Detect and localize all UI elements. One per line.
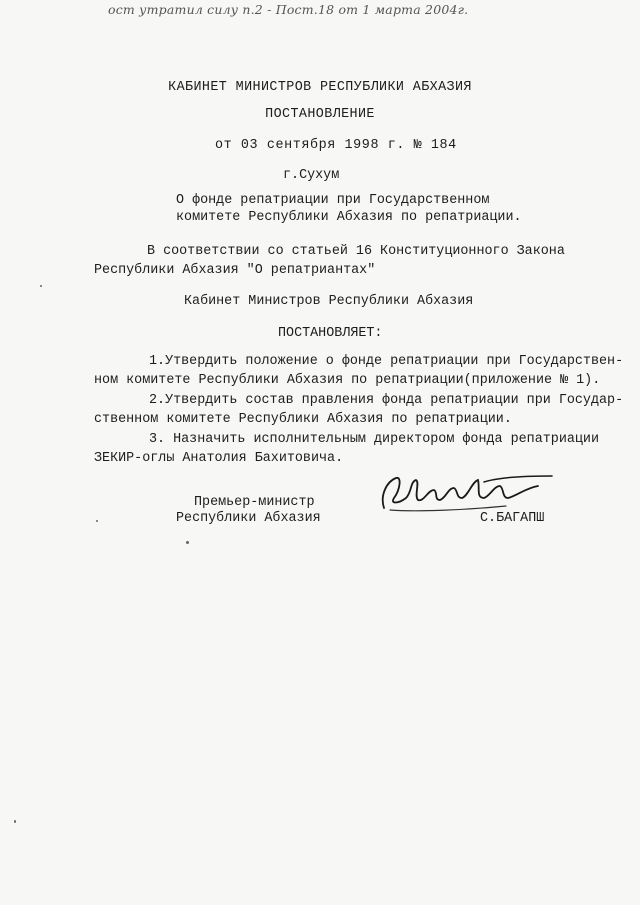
item-3-line-1: 3. Назначить исполнительным директором фонда репатриации (149, 432, 599, 447)
paper-speck (40, 285, 42, 287)
resolves-heading: ПОСТАНОВЛЯЕТ: (278, 326, 383, 341)
subject-line-1: О фонде репатриации при Государственном (176, 193, 490, 208)
document-type-heading: ПОСТАНОВЛЕНИЕ (265, 107, 375, 122)
item-1-line-2: ном комитете Республики Абхазия по репатриации(приложение № 1). (94, 373, 601, 388)
signatory-title-line-2: Республики Абхазия (176, 511, 321, 526)
paper-speck (96, 520, 98, 522)
place-line: г.Сухум (283, 168, 340, 183)
paper-speck (186, 541, 189, 544)
item-2-line-1: 2.Утвердить состав правления фонда репатриации при Государ- (149, 393, 624, 408)
organization-heading: КАБИНЕТ МИНИСТРОВ РЕСПУБЛИКИ АБХАЗИЯ (168, 80, 472, 95)
body-actor-line: Кабинет Министров Республики Абхазия (184, 294, 474, 309)
handwritten-signature (376, 468, 576, 518)
paper-speck (14, 820, 16, 823)
date-number-line: от 03 сентября 1998 г. № 184 (215, 138, 457, 153)
preamble-line-1: В соответствии со статьей 16 Конституционного Закона (147, 244, 565, 259)
item-2-line-2: ственном комитете Республики Абхазия по репатриации. (94, 412, 512, 427)
item-3-line-2: ЗЕКИР-оглы Анатолия Бахитовича. (94, 451, 344, 466)
signatory-name: С.БАГАПШ (480, 511, 545, 526)
signatory-title-line-1: Премьер-министр (194, 495, 315, 510)
preamble-line-2: Республики Абхазия "О репатриантах" (94, 263, 376, 278)
subject-line-2: комитете Республики Абхазия по репатриации. (176, 210, 522, 225)
handwritten-annotation: ост утратил силу п.2 - Пост.18 от 1 марта 2004г. (108, 2, 469, 17)
item-1-line-1: 1.Утвердить положение о фонде репатриации при Государствен- (149, 354, 624, 369)
